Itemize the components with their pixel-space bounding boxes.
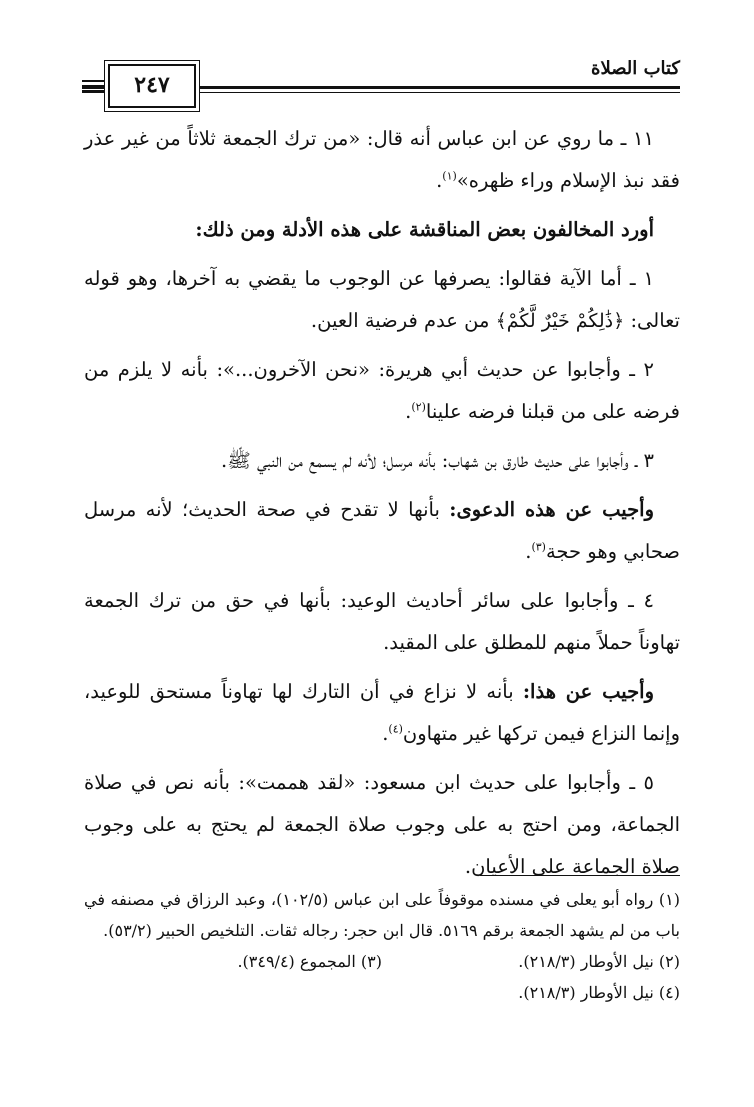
page-number: ٢٤٧ <box>134 72 170 98</box>
main-text <box>84 118 680 895</box>
footnote-4: (٤) نيل الأوطار (٢١٨/٣). <box>518 983 680 1002</box>
response-paragraph-1 <box>84 489 680 573</box>
footnote-1: (١) رواه أبو يعلى في مسنده موقوفاً على ابن عباس (١٠٢/٥)، وعبد الرزاق في مصنفه في باب من لم يشهد الجمعة برقم ٥١٦٩. قال ابن حجر: رجاله ثقات. التلخيص الحبير (٥٣/٢). <box>84 890 681 940</box>
paragraph-4: ٤ ـ وأجابوا على سائر أحاديث الوعيد: بأنها في حق من ترك الجمعة تهاوناً حملاً منهم للمطلق على المقيد. <box>84 589 680 654</box>
response-label: وأجيب عن هذه الدعوى: <box>449 498 654 521</box>
footnote-ref-1: (١) <box>442 169 457 183</box>
paragraph-end: . <box>405 400 412 423</box>
paragraph-end: . <box>382 722 389 745</box>
paragraph-end: . <box>436 169 443 192</box>
footnote-row <box>84 946 680 977</box>
paragraph-text: بأنه لا نزاع في أن التارك لها تهاوناً مستحق للوعيد، وإنما النزاع فيمن تركها غير متهاون <box>84 680 680 745</box>
footnote-ref-4: (٤) <box>388 722 403 736</box>
paragraph-text: ١ ـ أما الآية فقالوا: يصرفها عن الوجوب ما يقضي به آخرها، وهو قوله تعالى: <box>84 267 680 332</box>
footnote-3: (٣) المجموع (٣٤٩/٤). <box>237 952 382 971</box>
paragraph-text: ٢ ـ وأجابوا عن حديث أبي هريرة: «نحن الآخرون...»: بأنه لا يلزم من فرضه على من قبلنا فرضه علينا <box>84 358 680 423</box>
footnotes <box>84 884 680 1008</box>
paragraph-11 <box>84 118 680 202</box>
paragraph-3: ٣ ـ وأجابوا على حديث طارق بن شهاب: بأنه مرسل؛ لأنه لم يسمع من النبي ﷺ. <box>221 449 654 472</box>
paragraph-2 <box>84 349 680 433</box>
response-label: وأجيب عن هذا: <box>522 680 654 703</box>
footnote-2: (٢) نيل الأوطار (٢١٨/٣). <box>518 952 680 971</box>
paragraph-text: بأنها لا تقدح في صحة الحديث؛ لأنه مرسل صحابي وهو حجة <box>84 498 680 563</box>
paragraph-5: ٥ ـ وأجابوا على حديث ابن مسعود: «لقد هممت»: بأنه نص في صلاة الجماعة، ومن احتج به على وجوب صلاة الجمعة لم يحتج به على وجوب صلاة الجماعة على الأعيان. <box>84 771 680 878</box>
paragraph-text: من عدم فرضية العين. <box>310 309 496 332</box>
page-number-frame <box>108 64 196 108</box>
quran-verse: ﴿ذَٰلِكُمْ خَيْرٌ لَّكُمْ﴾ <box>495 310 625 332</box>
footnote-ref-2: (٢) <box>411 400 426 414</box>
section-heading: أورد المخالفون بعض المناقشة على هذه الأدلة ومن ذلك: <box>195 218 654 241</box>
response-paragraph-2 <box>84 671 680 755</box>
paragraph-text: ١١ ـ ما روي عن ابن عباس أنه قال: «من ترك الجمعة ثلاثاً من غير عذر فقد نبذ الإسلام وراء ظهره» <box>84 127 680 192</box>
running-title: كتاب الصلاة <box>591 58 680 79</box>
footnote-ref-3: (٣) <box>531 540 546 554</box>
header-ornament-bars <box>82 80 104 95</box>
paragraph-1 <box>84 258 680 342</box>
footnote-separator <box>480 875 680 876</box>
paragraph-end: . <box>525 540 532 563</box>
